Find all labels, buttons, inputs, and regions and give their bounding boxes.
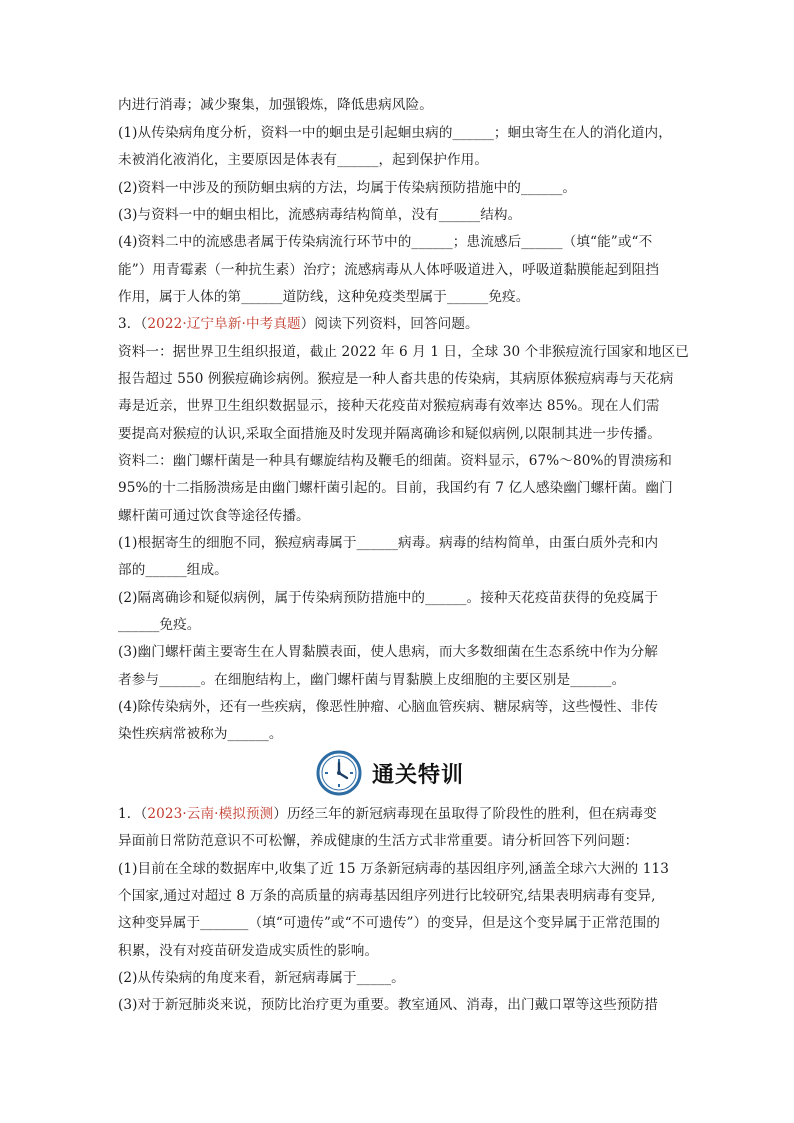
text-line: 染性疾病常被称为______。 — [118, 726, 283, 742]
question-line: (1)从传染病角度分析，资料一中的蛔虫是引起蛔虫病的______；蛔虫寄生在人的消化道内， — [118, 125, 672, 141]
text-line: 作用，属于人体的第______道防线，这种免疫类型属于______免疫。 — [118, 289, 530, 305]
text-line: 资料一：据世界卫生组织报道，截止 2022 年 6 月 1 日，全球 30 个非猴痘流行国家和地区已 — [118, 344, 689, 360]
text-line: 部的______组成。 — [118, 562, 228, 578]
text-line: ______免疫。 — [118, 617, 201, 633]
problem-prompt: ）历经三年的新冠病毒现在虽取得了阶段性的胜利，但在病毒变 — [273, 806, 657, 822]
problem-header — [118, 312, 678, 336]
text-line: 毒是近亲，世界卫生组织数据显示，接种天花疫苗对猴痘病毒有效率达 85%。现在人们需 — [118, 398, 660, 414]
problem-number: 1．（ — [118, 806, 148, 822]
text-line: 螺杆菌可通过饮食等途径传播。 — [118, 508, 310, 524]
text-line: 要提高对猴痘的认识,采取全面措施及时发现并隔离确诊和疑似病例,以限制其进一步传播。 — [118, 426, 661, 442]
question-line: (4)除传染病外，还有一些疾病，像恶性肿瘤、心脑血管疾病、糖尿病等，这些慢性、非传 — [118, 699, 658, 715]
question-line: (1)根据寄生的细胞不同，猴痘病毒属于______病毒。病毒的结构简单，由蛋白质外壳和内 — [118, 535, 659, 551]
question-line: (2)从传染病的角度来看，新冠病毒属于_____。 — [118, 970, 405, 986]
source-tag: 2022·辽宁阜新·中考真题 — [147, 316, 301, 332]
question-line: (3)幽门螺杆菌主要寄生在人胃黏膜表面，使人患病，而大多数细菌在生态系统中作为分解 — [118, 644, 658, 660]
text-line: 内进行消毒；减少聚集，加强锻炼，降低患病风险。 — [118, 97, 433, 113]
text-line: 报告超过 550 例猴痘确诊病例。猴痘是一种人畜共患的传染病，其病原体猴痘病毒与天花病 — [118, 371, 674, 387]
text-line: 个国家,通过对超过 8 万条的高质量的病毒基因组序列进行比较研究,结果表明病毒有变异, — [118, 888, 656, 904]
text-line: 能”）用青霉素（一种抗生素）治疗；流感病毒从人体呼吸道进入，呼吸道黏膜能起到阻挡 — [118, 262, 660, 278]
problem-prompt: ）阅读下列资料，回答问题。 — [300, 316, 479, 332]
section-title: 通关特训 — [372, 762, 465, 788]
source-tag: 2023·云南·模拟预测 — [147, 806, 274, 822]
problem-header — [118, 802, 678, 826]
text-line: 异面前日常防范意识不可松懈，养成健康的生活方式非常重要。请分析回答下列问题： — [118, 833, 639, 849]
question-line: (3)与资料一中的蛔虫相比，流感病毒结构简单，没有______结构。 — [118, 207, 522, 223]
text-line: 者参与______。在细胞结构上，幽门螺杆菌与胃黏膜上皮细胞的主要区别是______。 — [118, 672, 626, 688]
section-heading — [316, 750, 464, 796]
text-line: 未被消化液消化，主要原因是体表有______，起到保护作用。 — [118, 152, 489, 168]
question-line: (3)对于新冠肺炎来说，预防比治疗更为重要。教室通风、消毒，出门戴口罩等这些预防措 — [118, 997, 658, 1013]
question-line: (1)目前在全球的数据库中,收集了近 15 万条新冠病毒的基因组序列,涵盖全球六大洲的 113 — [118, 861, 669, 877]
text-line: 积累，没有对疫苗研发造成实质性的影响。 — [118, 943, 379, 959]
problem-number: 3．（ — [118, 316, 148, 332]
question-line: (4)资料二中的流感患者属于传染病流行环节中的______；患流感后______（填“能”或“不 — [118, 234, 653, 250]
question-line: (2)资料一中涉及的预防蛔虫病的方法，均属于传染病预防措施中的______。 — [118, 180, 577, 196]
text-line: 95%的十二指肠溃疡是由幽门螺杆菌引起的。目前，我国约有 7 亿人感染幽门螺杆菌。幽门 — [118, 480, 673, 496]
clock-icon — [316, 750, 362, 796]
text-line: 这种变异属于_______（填“可遗传”或“不可遗传”）的变异，但是这个变异属于正常范围的 — [118, 915, 661, 931]
text-line: 资料二：幽门螺杆菌是一种具有螺旋结构及鞭毛的细菌。资料显示，67%～80%的胃溃疡和 — [118, 453, 673, 469]
question-line: (2)隔离确诊和疑似病例，属于传染病预防措施中的______。接种天花疫苗获得的免疫属于 — [118, 590, 659, 606]
